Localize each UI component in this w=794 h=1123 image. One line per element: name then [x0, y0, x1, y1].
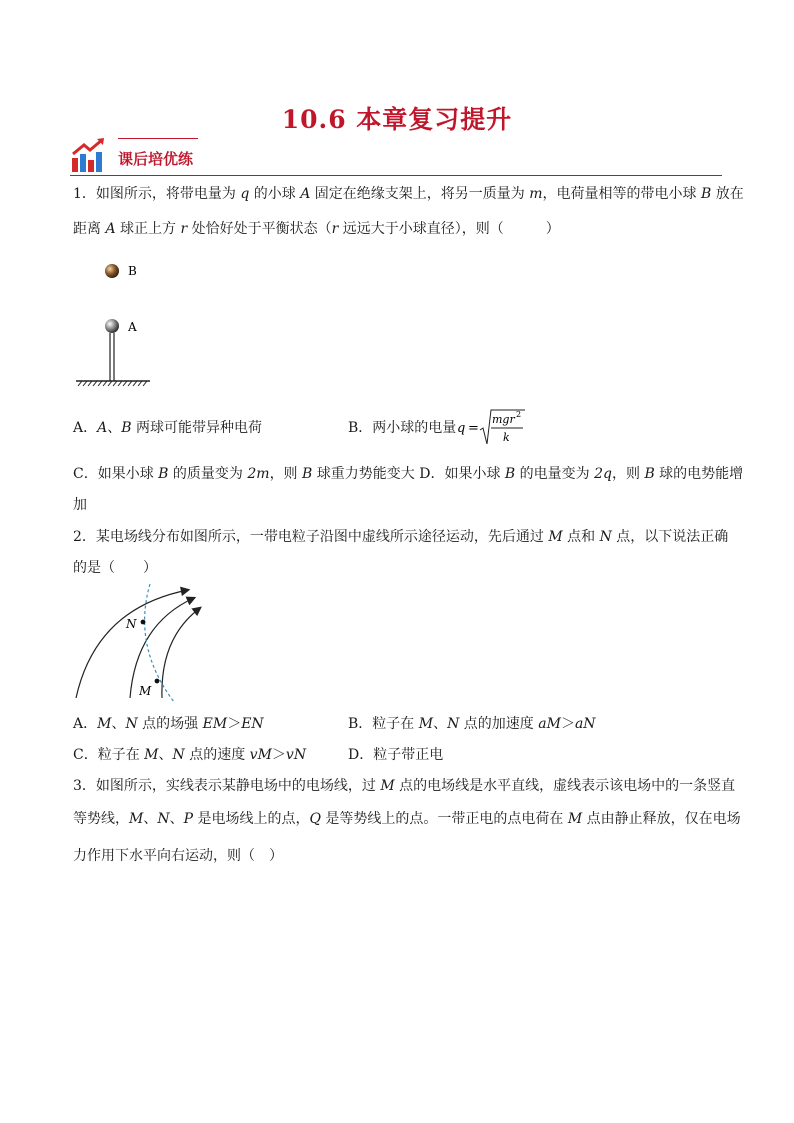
formula-exponent: 2 [516, 410, 522, 419]
q1-opt-var: B [302, 466, 313, 482]
q1-opt-var: A [97, 420, 108, 436]
q1-option-b [348, 420, 456, 436]
q1-option-d-cont: 加 [73, 497, 87, 513]
q2-opt-text: 点的场强 [137, 716, 203, 732]
chart-up-arrow-icon [70, 136, 110, 174]
q1-option-a [73, 420, 262, 436]
q3-var: M [567, 811, 583, 827]
q2-opt-text: 、 [111, 716, 126, 732]
ball-a [105, 319, 119, 333]
q3-text: 3．如图所示，实线表示某静电场中的电场线，过 [73, 778, 381, 794]
q2-text: 点，以下说法正确 [611, 529, 729, 545]
q2-opt-text: ＞ [227, 716, 242, 732]
formula-var-q: q [457, 421, 466, 436]
q1-opt-text: ，则 [611, 466, 645, 482]
section-header [70, 134, 722, 178]
section-label: 课后培优练 [118, 150, 194, 168]
q1-opt-text: 球的电势能增 [654, 466, 744, 482]
q3-line2 [73, 811, 741, 827]
q2-line2: 的是（ ） [73, 560, 157, 576]
q2-opt-var: N [172, 747, 185, 763]
q2-opt-var: M [418, 716, 434, 732]
q1-opt-var: 2m [247, 466, 270, 482]
q1-formula [455, 408, 535, 448]
q1-var: B [701, 186, 712, 202]
q2-opt-text: ＞ [271, 747, 286, 763]
q2-option-c [73, 747, 306, 763]
q1-opt-text: 的电量变为 [515, 466, 595, 482]
q2-opt-var: aM [538, 716, 561, 732]
q1-text: 球正上方 [115, 221, 181, 237]
header-divider [70, 175, 722, 176]
q2-opt-text: ＞ [560, 716, 575, 732]
q1-line2 [73, 221, 560, 237]
q3-text: 是电场线上的点， [193, 811, 310, 827]
q1-text: 的小球 [249, 186, 301, 202]
header-top-line [118, 138, 198, 139]
q3-text: 点的电场线是水平直线，虚线表示该电场中的一条竖直 [394, 778, 736, 794]
q2-option-a [73, 716, 264, 732]
q1-opt-text: 两球可能带异种电荷 [131, 420, 262, 436]
q1-text: ，电荷量相等的带电小球 [542, 186, 701, 202]
q2-opt-var: N [125, 716, 138, 732]
q1-opt-var: B [121, 420, 132, 436]
q1-text: 处恰好处于平衡状态（ [187, 221, 332, 237]
q3-var: P [183, 811, 194, 827]
q2-opt-text: C．粒子在 [73, 747, 145, 763]
field-line [162, 608, 200, 698]
q1-opt-var: 2q [594, 466, 612, 482]
q3-var: Q [309, 811, 321, 827]
q1-opt-var: B [504, 466, 516, 482]
q2-option-d: D．粒子带正电 [348, 747, 444, 763]
point-m [155, 679, 160, 684]
q1-line1 [73, 186, 744, 202]
page-title: 10.6 本章复习提升 [281, 105, 513, 134]
q2-opt-var: N [447, 716, 460, 732]
q1-text: 放在 [711, 186, 744, 202]
label-b: B [128, 264, 137, 278]
ground-hatch [78, 381, 147, 386]
q1-opt-text: B．两小球的电量 [348, 420, 457, 436]
q3-text: 是等势线上的点。一带正电的点电荷在 [320, 811, 568, 827]
q3-var: N [157, 811, 170, 827]
q2-figure [70, 580, 210, 705]
label-a: A [128, 320, 137, 334]
point-n [141, 620, 146, 625]
q1-text: 1．如图所示，将带电量为 [73, 186, 241, 202]
q2-opt-text: 点的速度 [184, 747, 250, 763]
q2-var: N [599, 529, 612, 545]
q3-line1 [73, 778, 735, 794]
q1-opt-var: B [644, 466, 655, 482]
q1-opt-text: ，则 [269, 466, 303, 482]
q2-opt-var: EN [241, 716, 264, 732]
q2-opt-text: A． [73, 716, 98, 732]
q1-var: A [105, 221, 116, 237]
q1-var: A [300, 186, 311, 202]
q2-var: M [548, 529, 563, 545]
q3-text: 等势线， [73, 811, 129, 827]
q1-text: 远远大于小球直径），则（ ） [338, 221, 560, 237]
formula-equals: = [468, 421, 479, 436]
q2-text: 点和 [562, 529, 600, 545]
q3-line3: 力作用下水平向右运动，则（ ） [73, 848, 283, 864]
q3-var: M [380, 778, 395, 794]
q1-opt-text: D．如果小球 [419, 466, 505, 482]
q2-option-b [348, 716, 596, 732]
q2-opt-var: M [144, 747, 159, 763]
q2-opt-var: aN [574, 716, 596, 732]
formula-denominator: k [503, 431, 510, 444]
label-m: M [139, 684, 152, 698]
q1-opt-text: C．如果小球 [73, 466, 159, 482]
q2-opt-var: EM [202, 716, 228, 732]
q1-var: r [180, 221, 188, 237]
q3-text: 、 [169, 811, 184, 827]
q2-text: 2．某电场线分布如图所示，一带电粒子沿图中虚线所示途径运动，先后通过 [73, 529, 549, 545]
label-n: N [126, 617, 137, 631]
formula-numerator: mgr [492, 413, 515, 426]
q1-var: q [240, 186, 250, 202]
q2-opt-text: 、 [433, 716, 448, 732]
q1-figure [70, 255, 170, 395]
q3-var: M [129, 811, 144, 827]
q1-opt-var: B [158, 466, 169, 482]
q2-opt-text: 点的加速度 [459, 716, 539, 732]
q2-opt-var: vM [249, 747, 272, 763]
q1-opt-text: 球重力势能变大 [312, 466, 415, 482]
q1-opt-text: 、 [107, 420, 122, 436]
q2-opt-var: vN [285, 747, 307, 763]
q1-opt-text: 的质量变为 [168, 466, 248, 482]
q1-opt-text: A． [73, 420, 98, 436]
q2-opt-var: M [97, 716, 112, 732]
q2-opt-text: 、 [158, 747, 173, 763]
ball-b [105, 264, 119, 278]
q2-line1 [73, 529, 728, 545]
q2-opt-text: B．粒子在 [348, 716, 419, 732]
q3-text: 点由静止释放，仅在电场 [582, 811, 741, 827]
q1-var: r [331, 221, 339, 237]
q1-text: 固定在绝缘支架上，将另一质量为 [310, 186, 530, 202]
q3-text: 、 [143, 811, 158, 827]
q1-var: m [529, 186, 543, 202]
q1-option-cd [73, 466, 743, 482]
q1-text: 距离 [73, 221, 106, 237]
